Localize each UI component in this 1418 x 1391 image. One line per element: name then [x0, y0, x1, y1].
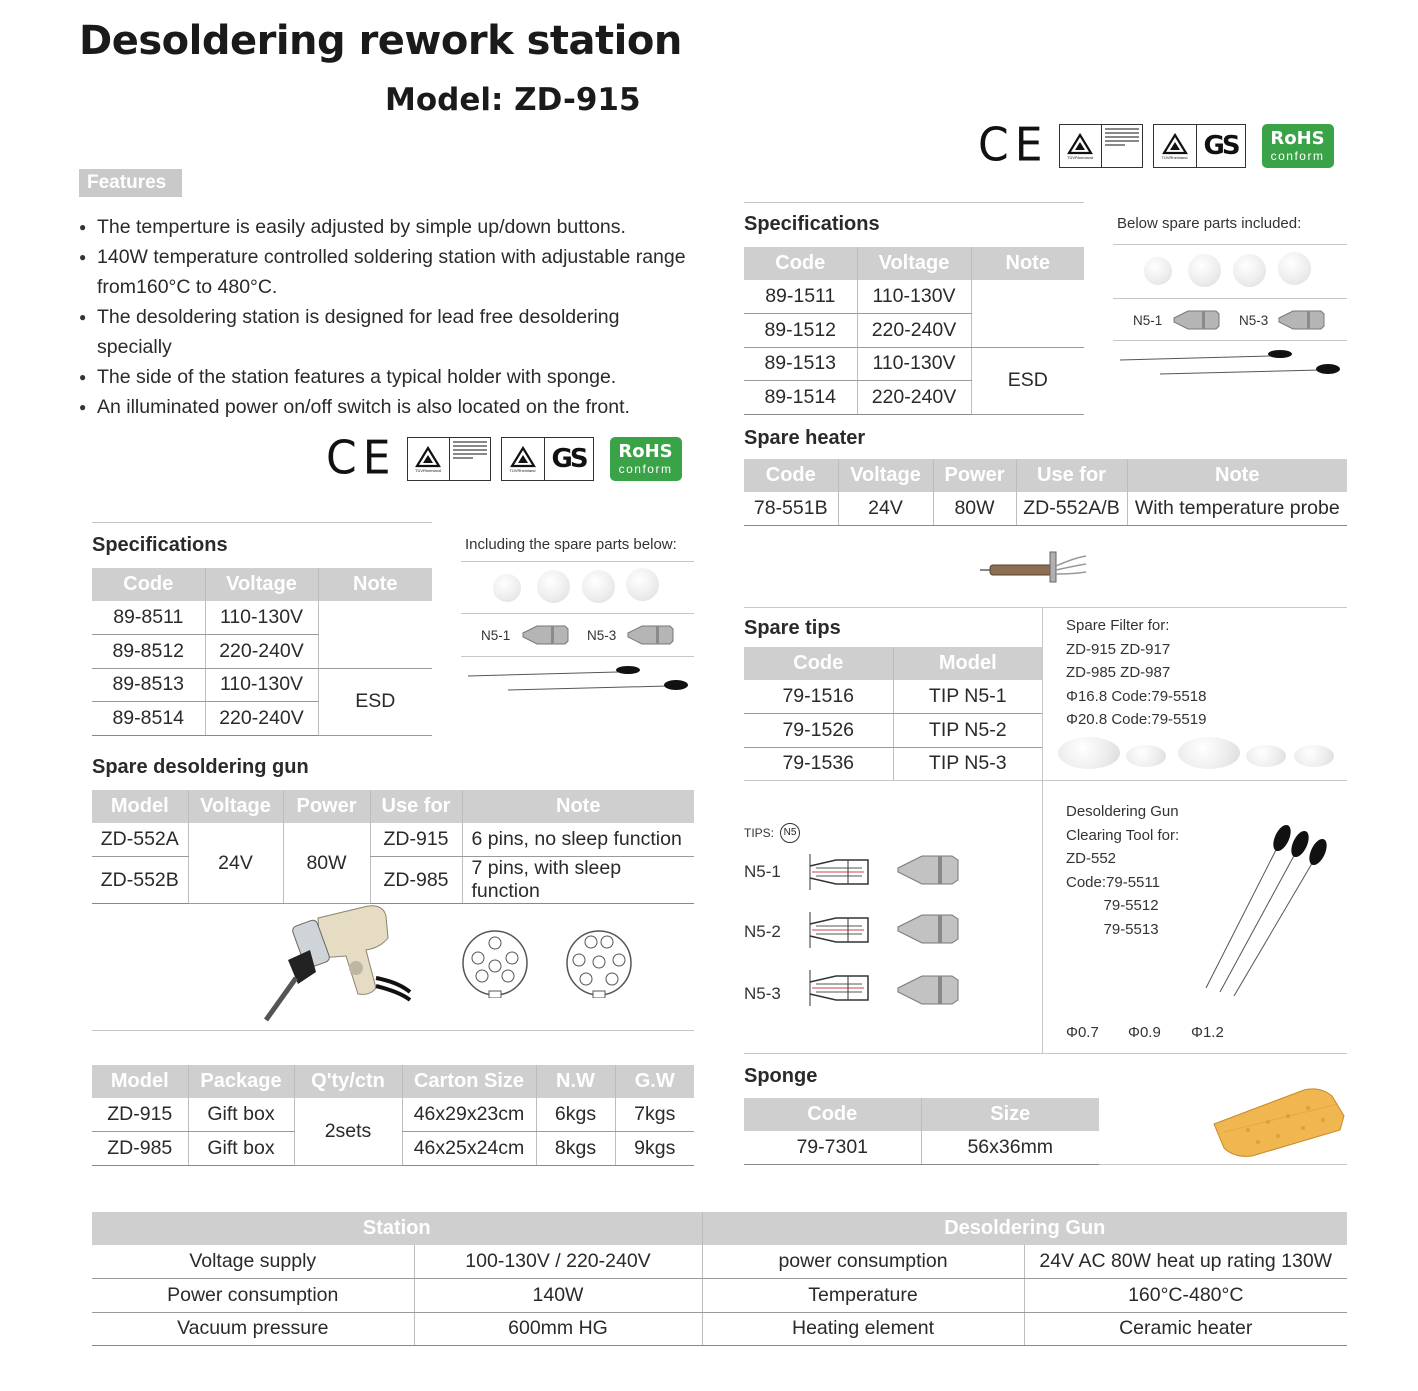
n5-badge: N5	[780, 823, 800, 843]
table-row: 89-1512 220-240V	[744, 314, 1084, 348]
column-header: Station	[92, 1212, 702, 1245]
column-header: Carton Size	[402, 1065, 536, 1098]
filter-disc-image	[493, 574, 521, 602]
table-row: 79-1516 TIP N5-1	[744, 680, 1042, 714]
table-row: 89-8514 220-240V	[92, 702, 432, 736]
tip-label: N5-3	[744, 984, 781, 1003]
table-row: 89-8511 110-130V	[92, 601, 432, 635]
gs-mark: GS	[1196, 124, 1246, 168]
esd-note: ESD	[971, 347, 1084, 414]
column-header: Voltage	[205, 568, 318, 601]
column-header: Voltage	[188, 790, 283, 823]
filter-disc-image	[1188, 254, 1221, 287]
feature-item: ● 140W temperature controlled soldering station with adjustable range from160°C to 480°C.	[79, 242, 699, 302]
column-header: Model	[92, 1065, 188, 1098]
filter-disc-image	[537, 570, 570, 603]
nozzle-image	[1277, 308, 1327, 332]
feature-item: ● The desoldering station is designed for lead free desoldering specially	[79, 302, 699, 362]
feature-item: ● The side of the station features a typical holder with sponge.	[79, 362, 699, 392]
tip-cross-section-diagram	[802, 908, 874, 952]
tip-image	[896, 909, 964, 949]
column-header: Size	[921, 1098, 1099, 1131]
filter-disc-image	[1233, 254, 1266, 287]
column-header: Code	[744, 247, 857, 280]
gun-table	[92, 790, 694, 904]
filter-disc-image	[1246, 745, 1286, 767]
table-row: ZD-985 Gift box 46x25x24cm 8kgs 9kgs	[92, 1132, 694, 1166]
table-row: 78-551B 24V 80W ZD-552A/B With temperature probe	[744, 492, 1347, 526]
nozzle-image	[521, 623, 571, 647]
right-spec-title: Specifications	[744, 213, 880, 235]
tip-image	[896, 850, 964, 890]
feature-item: ● An illuminated power on/off switch is also located on the front.	[79, 392, 699, 422]
sponge-title: Sponge	[744, 1065, 818, 1087]
column-header: Power	[283, 790, 370, 823]
table-row: ZD-552B ZD-985 7 pins, with sleep function	[92, 857, 694, 904]
column-header: Note	[462, 790, 694, 823]
tip-image	[896, 970, 964, 1010]
nozzle-label: N5-3	[587, 628, 617, 643]
column-header: Package	[188, 1065, 294, 1098]
table-row: 79-1536 TIP N5-3	[744, 747, 1042, 781]
esd-note: ESD	[318, 668, 432, 735]
table-row: ZD-552A 24V 80W ZD-915 6 pins, no sleep function	[92, 823, 694, 857]
desoldering-gun-image	[258, 898, 413, 1024]
gun-title: Spare desoldering gun	[92, 756, 309, 778]
clearing-tool-image	[468, 662, 694, 696]
tuv-zertifiziert-logo: TÜVRheinland	[501, 437, 544, 481]
column-header: Code	[744, 459, 838, 492]
table-row: 89-1511 110-130V	[744, 280, 1084, 314]
six-pin-connector-icon	[460, 928, 530, 998]
nozzle-label: N5-3	[1239, 313, 1269, 328]
right-spec-table	[744, 247, 1084, 415]
certification-logos-top	[978, 118, 1334, 173]
features-badge: Features	[79, 169, 182, 197]
clearing-size: Φ0.7	[1066, 1024, 1099, 1041]
column-header: Code	[744, 647, 893, 680]
feature-item: ● The temperture is easily adjusted by simple up/down buttons.	[79, 212, 699, 242]
left-spare-caption: Including the spare parts below:	[465, 536, 677, 553]
column-header: Code	[92, 568, 205, 601]
bottom-spec-table	[92, 1212, 1347, 1346]
tip-cross-section-diagram	[802, 850, 874, 894]
tips-title: Spare tips	[744, 617, 841, 639]
column-header: Desoldering Gun	[702, 1212, 1347, 1245]
table-row: Vacuum pressure 600mm HG Heating element Ceramic heater	[92, 1312, 1347, 1346]
filter-disc-image	[582, 570, 615, 603]
left-spec-title: Specifications	[92, 534, 228, 556]
column-header: Note	[971, 247, 1084, 280]
column-header: Voltage	[838, 459, 933, 492]
clearing-size: Φ0.9	[1128, 1024, 1161, 1041]
rohs-logo: RoHS conform	[1262, 124, 1334, 168]
nozzle-image	[1172, 308, 1222, 332]
rohs-logo: RoHS conform	[610, 437, 682, 481]
table-row: 79-1526 TIP N5-2	[744, 714, 1042, 748]
filter-disc-image	[1058, 737, 1120, 769]
tips-diagram-label: TIPS:	[744, 826, 775, 840]
sponge-image	[1208, 1086, 1348, 1158]
column-header: Code	[744, 1098, 921, 1131]
table-row: 89-1513 110-130V ESD	[744, 347, 1084, 381]
ce-mark: CE	[326, 431, 397, 486]
table-row: 89-8512 220-240V	[92, 635, 432, 669]
heater-image	[978, 548, 1088, 584]
column-header: Note	[318, 568, 432, 601]
certification-logos-middle	[326, 431, 682, 486]
clearing-tool-image	[1200, 820, 1330, 996]
right-spare-caption: Below spare parts included:	[1117, 215, 1302, 232]
column-header: Model	[92, 790, 188, 823]
filter-info: Spare Filter for: ZD-915 ZD-917 ZD-985 ZD-987 Φ16.8 Code:79-5518 Φ20.8 Code:79-5519	[1066, 617, 1207, 728]
tip-label: N5-2	[744, 922, 781, 941]
nozzle-label: N5-1	[1133, 313, 1163, 328]
table-row: ZD-915 Gift box 2sets 46x29x23cm 6kgs 7kgs	[92, 1098, 694, 1132]
nozzle-image	[626, 623, 676, 647]
table-row: 89-8513 110-130V ESD	[92, 668, 432, 702]
table-row: 79-7301 56x36mm	[744, 1131, 1099, 1165]
package-table	[92, 1065, 694, 1166]
column-header: Use for	[370, 790, 462, 823]
clearing-tool-info: Desoldering Gun Clearing Tool for: ZD-552 Code:79-5511 79-5512 79-5513	[1066, 803, 1180, 938]
heater-table	[744, 459, 1347, 526]
clearing-tool-image	[1120, 346, 1346, 380]
tuv-zertifiziert-logo: TÜVRheinland	[1153, 124, 1196, 168]
column-header: Use for	[1016, 459, 1127, 492]
filter-disc-image	[1178, 737, 1240, 769]
column-header: Note	[1127, 459, 1347, 492]
filter-disc-image	[1278, 252, 1311, 285]
clearing-size: Φ1.2	[1191, 1024, 1224, 1041]
tuv-certified-logo: TÜVRheinland	[1059, 124, 1143, 168]
nozzle-label: N5-1	[481, 628, 511, 643]
sponge-table	[744, 1098, 1099, 1165]
gs-mark: GS	[544, 437, 594, 481]
table-row: Power consumption 140W Temperature 160°C-480°C	[92, 1279, 1347, 1313]
table-row: Voltage supply 100-130V / 220-240V power consumption 24V AC 80W heat up rating 130W	[92, 1245, 1347, 1279]
table-row: 89-1514 220-240V	[744, 381, 1084, 415]
page-title: Desoldering rework station	[79, 18, 682, 64]
filter-disc-image	[1126, 745, 1166, 767]
column-header: Q'ty/ctn	[294, 1065, 402, 1098]
column-header: Model	[893, 647, 1042, 680]
features-list	[79, 212, 699, 422]
column-header: Power	[933, 459, 1016, 492]
filter-disc-image	[626, 568, 659, 601]
column-header: Voltage	[857, 247, 971, 280]
seven-pin-connector-icon	[564, 928, 634, 998]
ce-mark: CE	[978, 118, 1049, 173]
tuv-certified-logo: TÜVRheinland	[407, 437, 491, 481]
heater-title: Spare heater	[744, 427, 866, 449]
column-header: N.W	[536, 1065, 615, 1098]
filter-disc-image	[1294, 745, 1334, 767]
tips-table	[744, 647, 1042, 781]
tip-label: N5-1	[744, 862, 781, 881]
filter-disc-image	[1144, 257, 1172, 285]
model-title: Model: ZD-915	[385, 82, 641, 118]
column-header: G.W	[615, 1065, 694, 1098]
tip-cross-section-diagram	[802, 966, 874, 1010]
left-spec-table	[92, 568, 432, 736]
